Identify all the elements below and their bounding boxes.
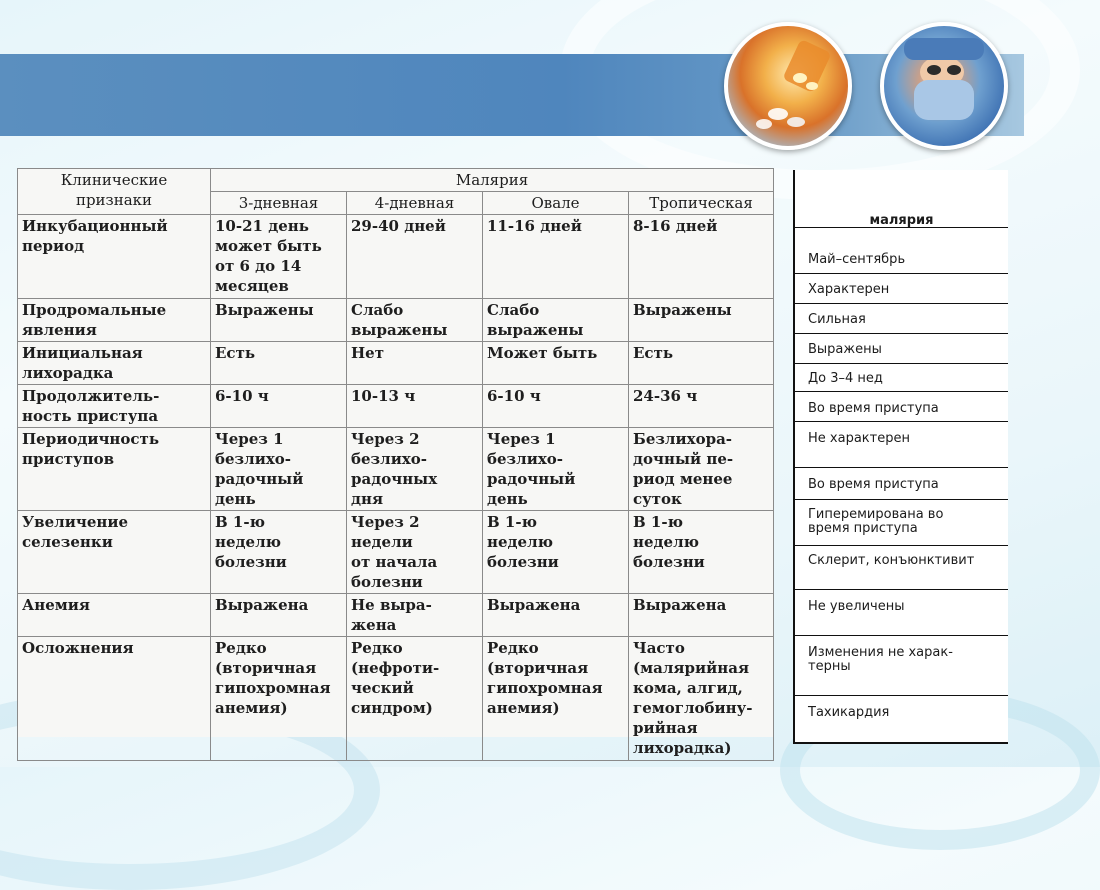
side-table-header: малярия <box>795 170 1008 228</box>
row-sign: Продромальные явления <box>18 299 211 342</box>
cell: 29-40 дней <box>347 215 483 299</box>
cell: Выражена <box>483 594 629 637</box>
cell: Выражены <box>629 299 774 342</box>
malaria-comparison-table <box>17 168 773 757</box>
list-item: Изменения не харак- терны <box>795 636 1008 696</box>
title-band <box>0 54 1024 136</box>
header-type: Овале <box>483 192 629 215</box>
table-row <box>18 385 774 428</box>
cell: Слабо выражены <box>483 299 629 342</box>
cell: Выражены <box>211 299 347 342</box>
table-row <box>18 299 774 342</box>
list-item: До 3–4 нед <box>795 364 1008 392</box>
cell: Редко (вторичная гипохромная анемия) <box>211 637 347 761</box>
row-sign: Инкубационный период <box>18 215 211 299</box>
side-table <box>793 170 1008 744</box>
table-row <box>18 594 774 637</box>
list-item: Гиперемирована во время приступа <box>795 500 1008 546</box>
list-item: Сильная <box>795 304 1008 334</box>
cell: В 1-ю неделю болезни <box>483 511 629 594</box>
cell: Через 2 безлихо- радочных дня <box>347 428 483 511</box>
list-item: Характерен <box>795 274 1008 304</box>
row-sign: Инициальная лихорадка <box>18 342 211 385</box>
surgeon-photo-icon <box>880 22 1008 150</box>
row-sign: Анемия <box>18 594 211 637</box>
cell: 6-10 ч <box>211 385 347 428</box>
table-row <box>18 511 774 594</box>
table-row <box>18 215 774 299</box>
cell: Нет <box>347 342 483 385</box>
cell: Через 1 безлихо- радочный день <box>211 428 347 511</box>
cell: Через 1 безлихо- радочный день <box>483 428 629 511</box>
list-item: Склерит, конъюнктивит <box>795 546 1008 590</box>
cell: Есть <box>629 342 774 385</box>
table-row <box>18 428 774 511</box>
cell: 6-10 ч <box>483 385 629 428</box>
cell: Может быть <box>483 342 629 385</box>
cell: Безлихора- дочный пе- риод менее суток <box>629 428 774 511</box>
cell: Не выра- жена <box>347 594 483 637</box>
list-item: Не характерен <box>795 422 1008 468</box>
row-sign: Увеличение селезенки <box>18 511 211 594</box>
list-item: Выражены <box>795 334 1008 364</box>
cell: 11-16 дней <box>483 215 629 299</box>
header-signs: Клинические признаки <box>18 169 211 215</box>
header-type: Тропическая <box>629 192 774 215</box>
header-type: 3-дневная <box>211 192 347 215</box>
row-sign: Периодичность приступов <box>18 428 211 511</box>
cell: Через 2 недели от начала болезни <box>347 511 483 594</box>
cell: 24-36 ч <box>629 385 774 428</box>
cell: Часто (малярийная кома, алгид, гемоглобину- рийная лихорадка) <box>629 637 774 761</box>
row-sign: Осложнения <box>18 637 211 761</box>
row-sign: Продолжитель- ность приступа <box>18 385 211 428</box>
main-table <box>17 168 774 761</box>
pills-photo-icon <box>724 22 852 150</box>
cell: 8-16 дней <box>629 215 774 299</box>
cell: Редко (вторичная гипохромная анемия) <box>483 637 629 761</box>
header-type: 4-дневная <box>347 192 483 215</box>
list-item: Тахикардия <box>808 705 890 720</box>
cell: Есть <box>211 342 347 385</box>
cell: В 1-ю неделю болезни <box>629 511 774 594</box>
list-item: Не увеличены <box>795 590 1008 636</box>
cell: 10-13 ч <box>347 385 483 428</box>
cell: Выражена <box>629 594 774 637</box>
table-row <box>18 637 774 761</box>
cell: В 1-ю неделю болезни <box>211 511 347 594</box>
cell: Выражена <box>211 594 347 637</box>
list-item: Во время приступа <box>795 392 1008 422</box>
header-malaria: Малярия <box>211 169 774 192</box>
cell: Слабо выражены <box>347 299 483 342</box>
cell: Редко (нефроти- ческий синдром) <box>347 637 483 761</box>
table-row <box>18 342 774 385</box>
list-item: Май–сентябрь <box>795 246 1008 274</box>
cell: 10-21 день может быть от 6 до 14 месяцев <box>211 215 347 299</box>
list-item: Во время приступа <box>795 468 1008 500</box>
